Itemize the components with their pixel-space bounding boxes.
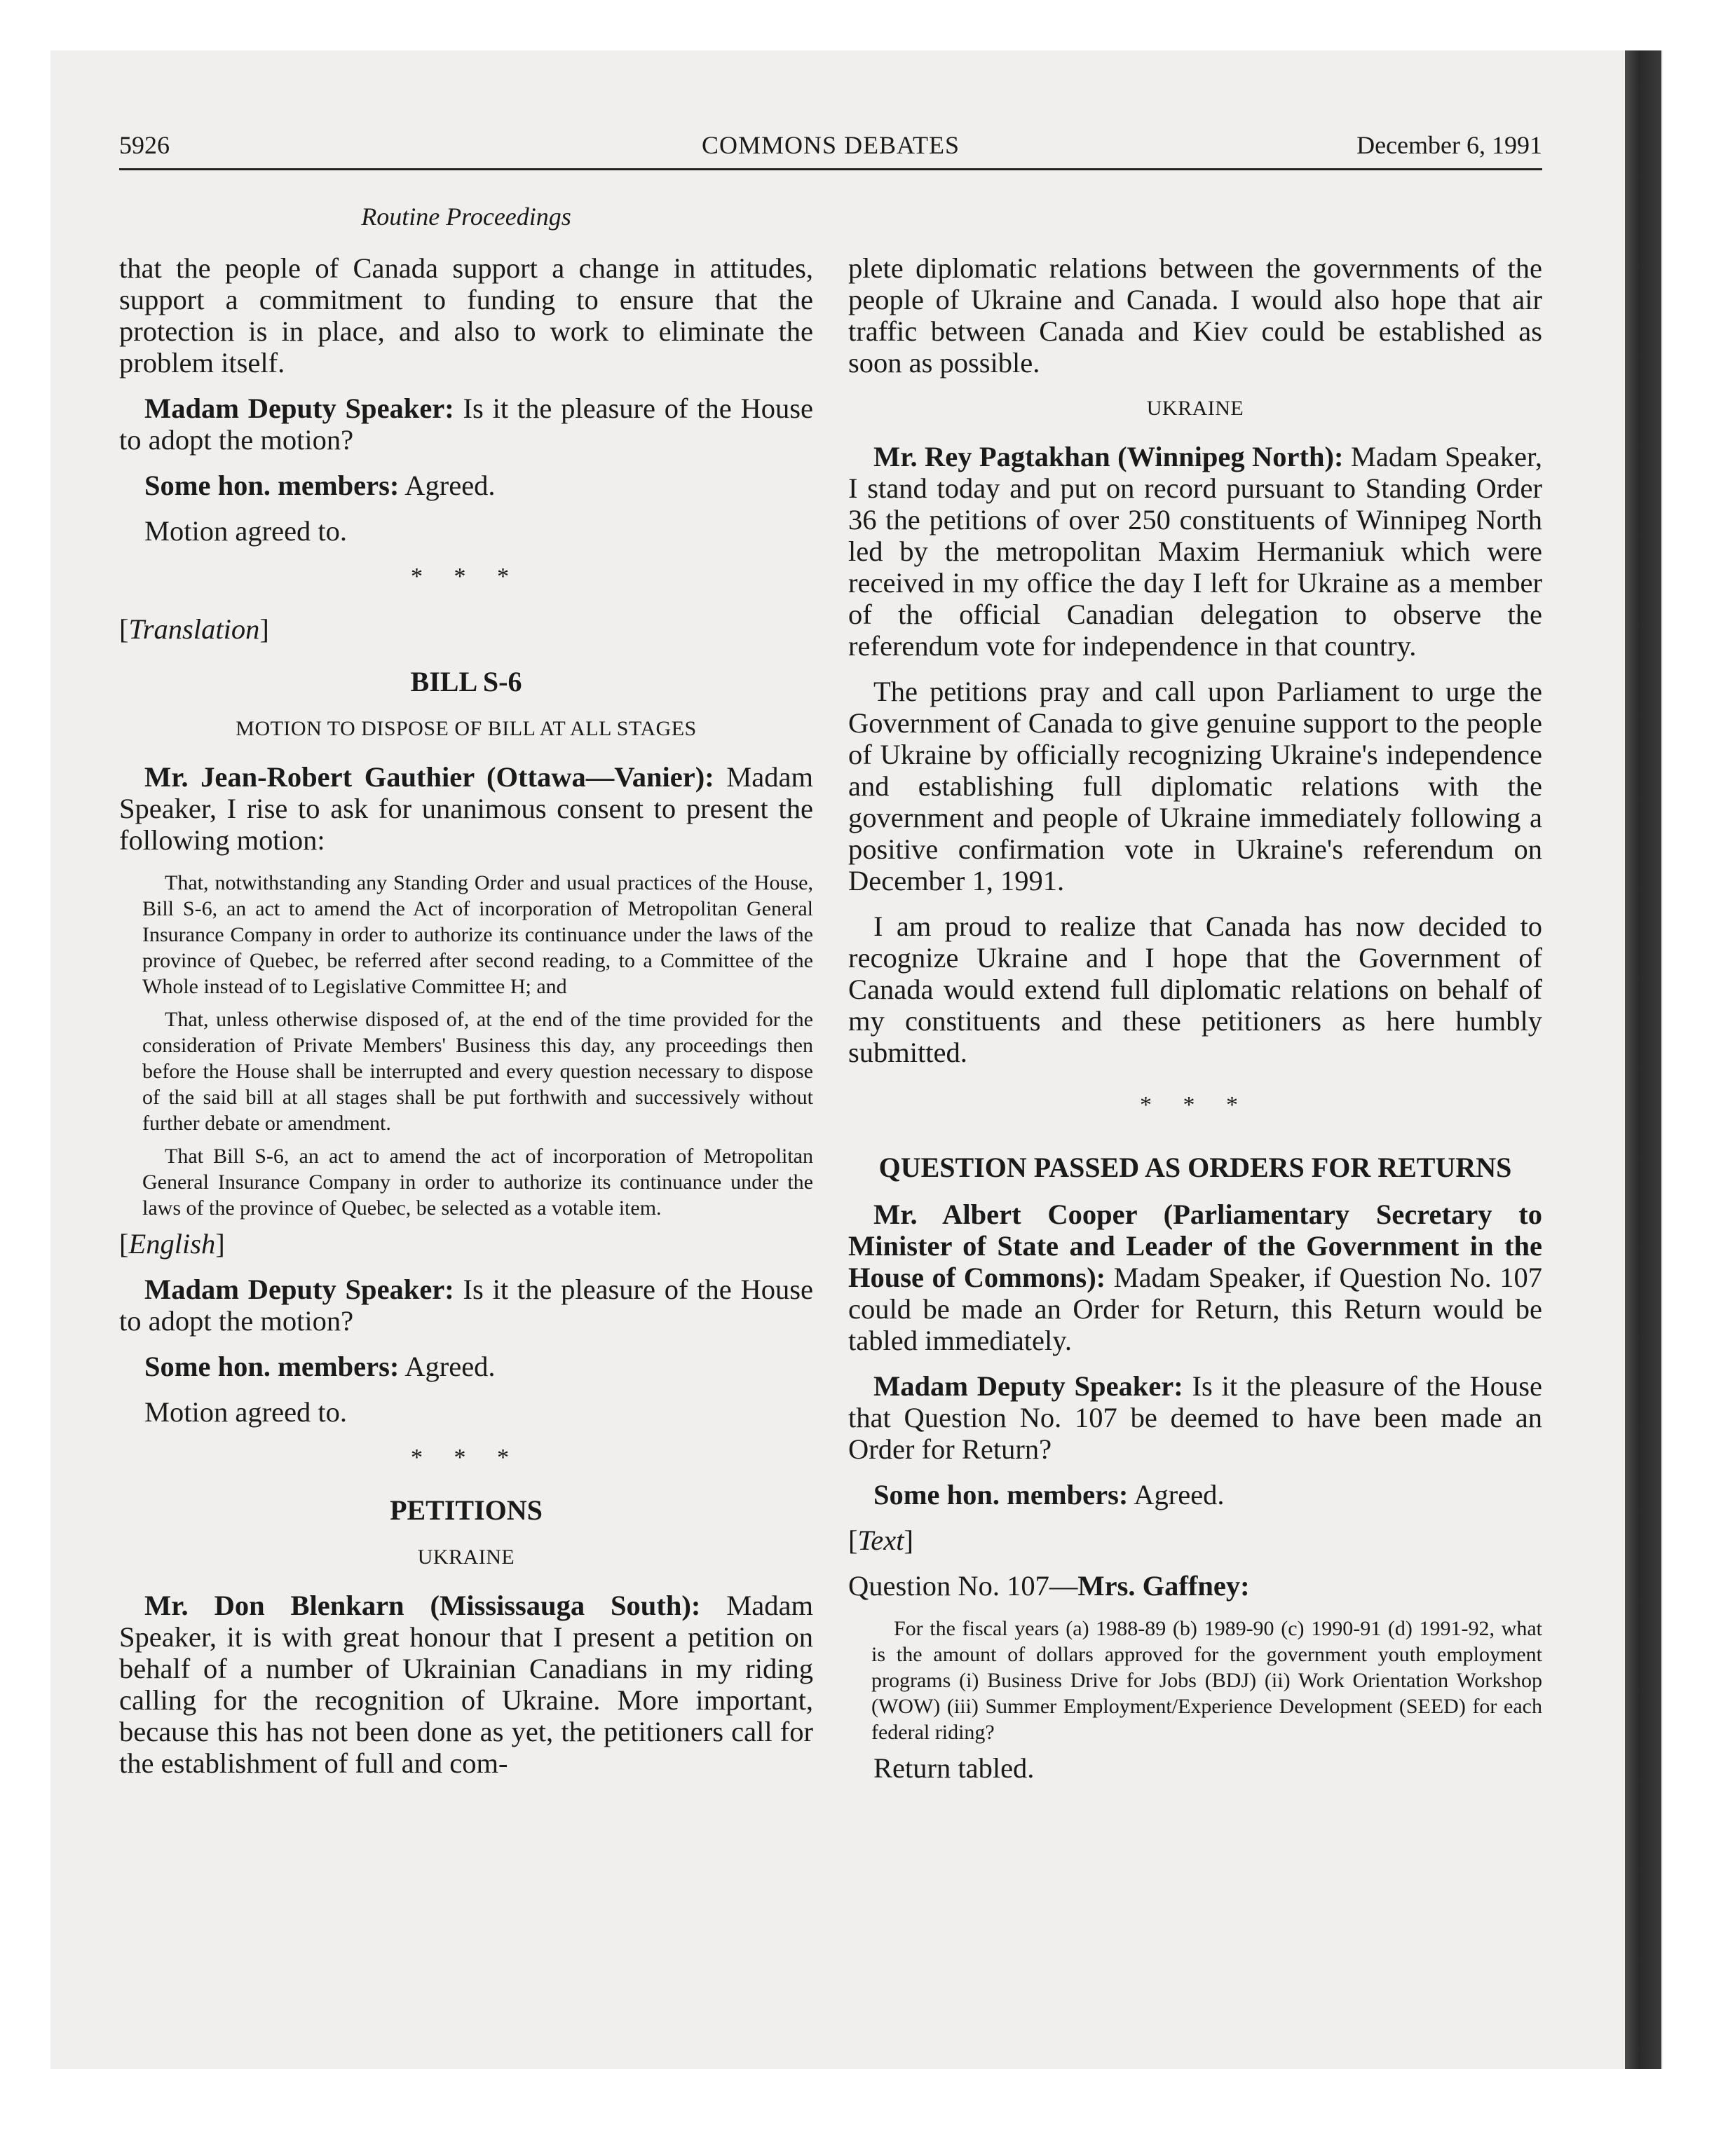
speaker-name: Some hon. members: xyxy=(144,1351,400,1382)
paragraph: Some hon. members: Agreed. xyxy=(873,1479,1225,1510)
section-subheading: UKRAINE xyxy=(417,1546,515,1569)
paragraph: Some hon. members: Agreed. xyxy=(144,470,496,501)
motion-text xyxy=(119,870,813,1221)
paragraph: Return tabled. xyxy=(873,1752,1035,1784)
page-header xyxy=(119,130,1542,165)
language-tag: [Text] xyxy=(848,1524,914,1556)
question-text xyxy=(848,1616,1542,1745)
paragraph: Madam Deputy Speaker: Is it the pleasure of the House to adopt the motion? xyxy=(119,1274,814,1337)
section-heading: PETITIONS xyxy=(390,1494,543,1526)
section-heading: BILL S-6 xyxy=(410,666,522,697)
publication-date: December 6, 1991 xyxy=(1356,131,1542,159)
speaker-name: Madam Deputy Speaker: xyxy=(144,1274,454,1305)
paragraph: Some hon. members: Agreed. xyxy=(144,1351,496,1382)
page-number: 5926 xyxy=(119,131,170,159)
speaker-name: Madam Deputy Speaker: xyxy=(873,1370,1183,1402)
paragraph: Mr. Don Blenkarn (Mississauga South): Madam Speaker, it is with great honour that I present a petition on behalf of a number of Ukrainian Canadians in my riding calling for the recognition of Ukraine. More important, because this has not been done as yet, the petitioners call for the establishment of full and com- xyxy=(119,1590,813,1779)
speaker-name: Some hon. members: xyxy=(144,470,400,501)
section-subheading: MOTION TO DISPOSE OF BILL AT ALL STAGES xyxy=(236,717,697,740)
speaker-name: Mr. Rey Pagtakhan (Winnipeg North): xyxy=(873,441,1344,472)
motion-paragraph: That Bill S-6, an act to amend the act of incorporation of Metropolitan General Insurance Company in order to authorize its continuance under the laws of the province of Quebec, be selected as a votable item. xyxy=(142,1145,813,1220)
question-author: Mrs. Gaffney: xyxy=(1077,1570,1250,1602)
language-tag: [English] xyxy=(119,1228,225,1260)
speaker-name: Madam Deputy Speaker: xyxy=(144,393,454,424)
running-head: Routine Proceedings xyxy=(361,203,571,231)
speaker-name: Mr. Jean-Robert Gauthier (Ottawa—Vanier): xyxy=(144,761,714,793)
section-heading: QUESTION PASSED AS ORDERS FOR RETURNS xyxy=(878,1152,1512,1183)
paragraph: that the people of Canada support a change in attitudes, support a commitment to funding to ensure that the protection is in place, and also to work to eliminate the problem itself. xyxy=(119,252,813,378)
language-tag: [Translation] xyxy=(119,613,269,645)
section-subheading: UKRAINE xyxy=(1146,397,1244,420)
section-separator: * * * xyxy=(411,564,522,589)
left-column xyxy=(119,252,813,1793)
paragraph: Madam Deputy Speaker: Is it the pleasure of the House that Question No. 107 be deemed to have been made an Order for Return? xyxy=(848,1370,1543,1465)
speaker-name: Mr. Don Blenkarn (Mississauga South): xyxy=(144,1590,701,1621)
paragraph: Madam Deputy Speaker: Is it the pleasure of the House to adopt the motion? xyxy=(119,393,814,456)
speaker-name: Some hon. members: xyxy=(873,1479,1129,1510)
publication-title: COMMONS DEBATES xyxy=(701,131,960,159)
scan-edge-shadow xyxy=(1625,50,1661,2069)
paragraph: Mr. Jean-Robert Gauthier (Ottawa—Vanier): Madam Speaker, I rise to ask for unanimous consent to present the following motion: xyxy=(119,761,813,856)
paragraph: Mr. Rey Pagtakhan (Winnipeg North): Madam Speaker, I stand today and put on record pursuant to Standing Order 36 the petitions of over 250 constituents of Winnipeg North led by the metropolitan Maxim Hermaniuk which were received in my office the day I left for Ukraine as a member of the official Canadian delegation to observe the referendum vote for independence in that country. xyxy=(848,441,1542,662)
paragraph: The petitions pray and call upon Parliament to urge the Government of Canada to give genuine support to the people of Ukraine by officially recognizing Ukraine's independence and establishing full diplomatic relations with the government and people of Ukraine immediately following a positive confirmation vote in Ukraine's referendum on December 1, 1991. xyxy=(848,676,1542,896)
header-rule xyxy=(119,168,1542,170)
paragraph: Mr. Albert Cooper (Parliamentary Secretary to Minister of State and Leader of the Government in the House of Commons): Madam Speaker, if Question No. 107 could be made an Order for Return, this Return would be tabled immediately. xyxy=(848,1199,1542,1356)
paragraph: plete diplomatic relations between the governments of the people of Ukraine and Canada. I would also hope that air traffic between Canada and Kiev could be established as soon as possible. xyxy=(848,252,1542,378)
paragraph: I am proud to realize that Canada has now decided to recognize Ukraine and I hope that the Government of Canada would extend full diplomatic relations on behalf of my constituents and these petitioners as here humbly submitted. xyxy=(848,910,1542,1068)
speaker-name: Mr. Albert Cooper (Parliamentary Secretary to Minister of State and Leader of the Government in the House of Commons): xyxy=(848,1199,1542,1293)
section-separator: * * * xyxy=(1140,1092,1251,1118)
question-heading: Question No. 107—Mrs. Gaffney: xyxy=(848,1570,1250,1602)
motion-paragraph: That, notwithstanding any Standing Order and usual practices of the House, Bill S-6, an act to amend the Act of incorporation of Metropolitan General Insurance Company in order to authorize its continuance under the laws of the province of Quebec, be referred after second reading, to a Committee of the Whole instead of to Legislative Committee H; and xyxy=(142,871,813,998)
right-column xyxy=(848,252,1542,1798)
question-body: For the fiscal years (a) 1988-89 (b) 1989-90 (c) 1990-91 (d) 1991-92, what is the amount of dollars approved for the government youth employment programs (i) Business Drive for Jobs (BDJ) (ii) Work Orientation Workshop (WOW) (iii) Summer Employment/Experience Development (SEED) for each federal riding? xyxy=(871,1617,1542,1744)
paragraph: Motion agreed to. xyxy=(144,515,348,547)
section-separator: * * * xyxy=(411,1445,522,1471)
paragraph: Motion agreed to. xyxy=(144,1396,348,1428)
motion-paragraph: That, unless otherwise disposed of, at the end of the time provided for the consideration of Private Members' Business this day, any proceedings then before the House shall be interrupted and every question necessary to dispose of the said bill at all stages shall be put forthwith and successively without further debate or amendment. xyxy=(142,1008,813,1135)
